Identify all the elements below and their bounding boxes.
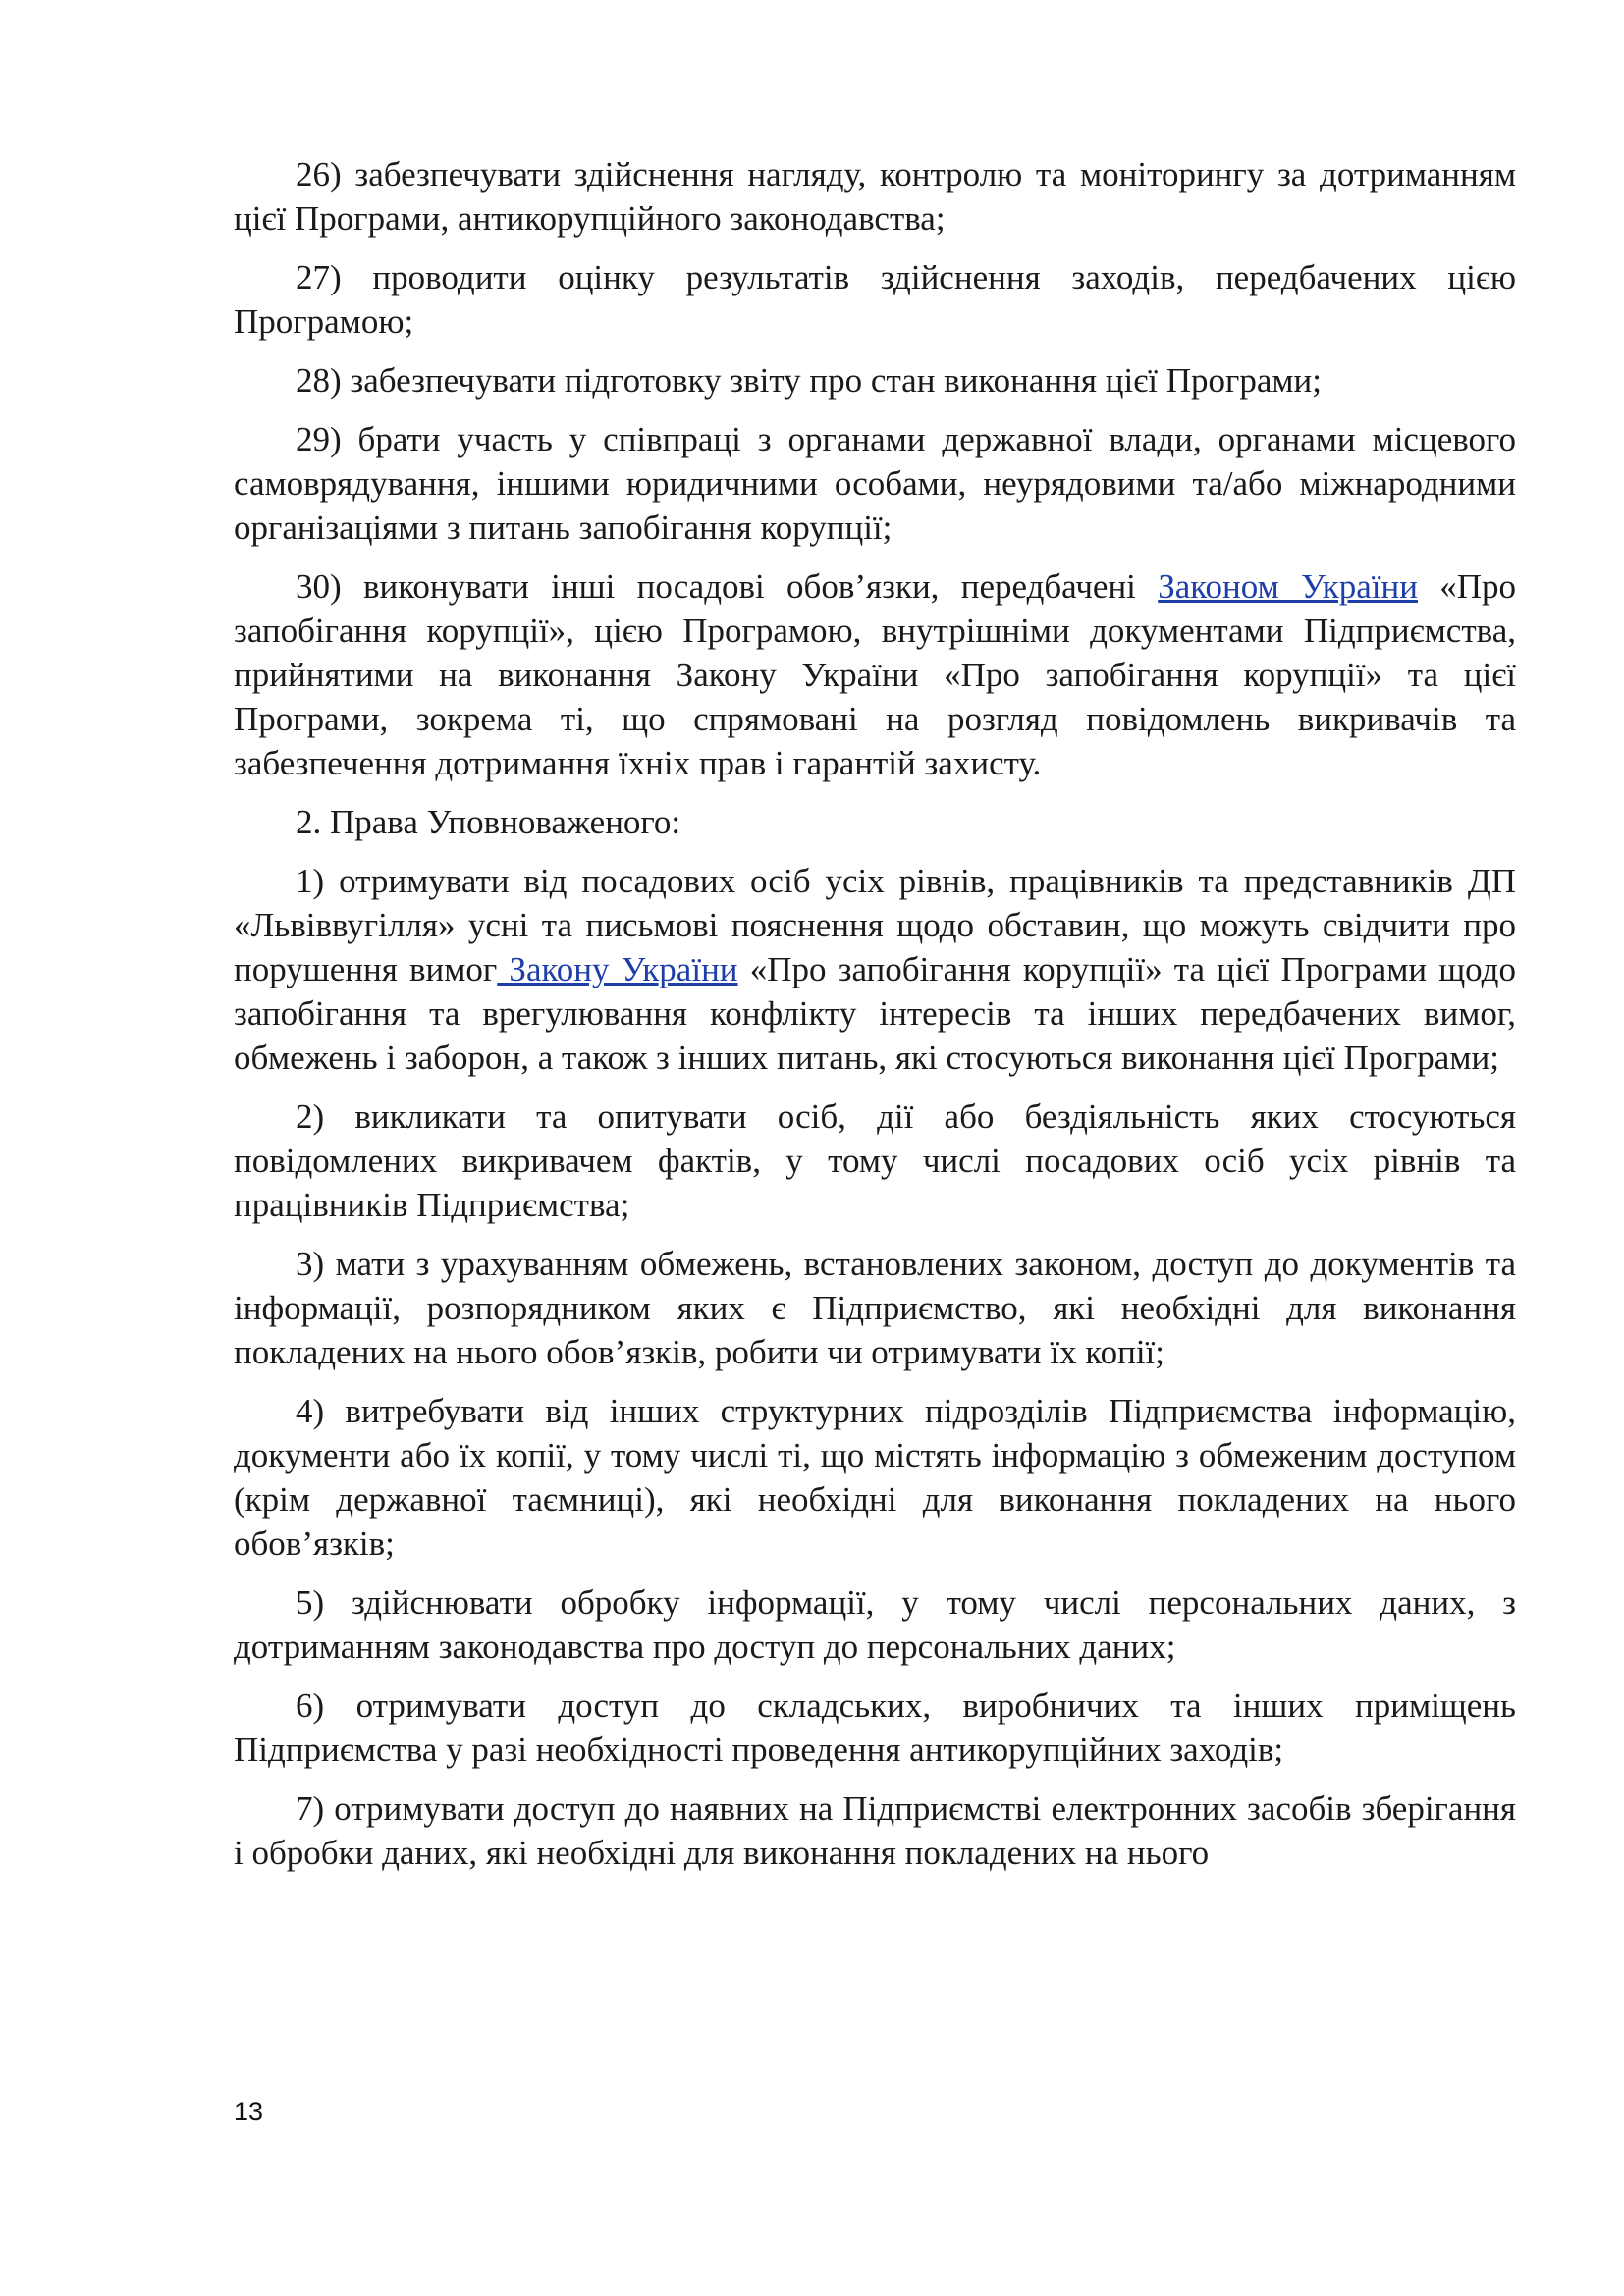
page-number: 13 [234, 2097, 264, 2126]
paragraph [234, 1242, 1516, 1374]
paragraph-text: 27) проводити оцінку результатів здійснення заходів, передбачених цією Програмою; [234, 258, 1516, 341]
law-link[interactable]: Закону України [497, 950, 738, 988]
paragraph-text: 1) отримувати від посадових осіб усіх рівнів, працівників та представників ДП «Львіввугілля» усні та письмові пояснення щодо обставин, що можуть свідчити про порушення вимог [234, 862, 1516, 988]
paragraph [234, 1683, 1516, 1772]
paragraph-text: 30) виконувати інші посадові обов’язки, передбачені [296, 567, 1159, 606]
paragraph [234, 1580, 1516, 1669]
paragraph [234, 564, 1516, 785]
paragraph-text: «Про запобігання корупції» та цієї Програми щодо запобігання та врегулювання конфлікту інтересів та інших передбачених вимог, обмежень і заборон, а також з інших питань, які стосуються виконання цієї Програми; [234, 950, 1516, 1077]
paragraph-text: 6) отримувати доступ до складських, виробничих та інших приміщень Підприємства у разі необхідності проведення антикорупційних заходів; [234, 1686, 1516, 1769]
law-link[interactable]: Законом України [1158, 567, 1418, 606]
document-body [234, 152, 1516, 1890]
paragraph [234, 800, 1516, 844]
paragraph-text: «Про запобігання корупції», цією Програмою, внутрішніми документами Підприємства, прийнятими на виконання Закону України «Про запобігання корупції» та цієї Програми, зокрема ті, що спрямовані на розгляд повідомлень викривачів та забезпечення дотримання їхніх прав і гарантій захисту. [234, 567, 1517, 782]
paragraph [234, 255, 1516, 344]
paragraph-text: 7) отримувати доступ до наявних на Підприємстві електронних засобів зберігання і обробки даних, які необхідні для виконання покладених на нього [234, 1789, 1516, 1872]
paragraph-text: 26) забезпечувати здійснення нагляду, контролю та моніторингу за дотриманням цієї Програми, антикорупційного законодавства; [234, 155, 1516, 238]
paragraph-text: 29) брати участь у співпраці з органами державної влади, органами місцевого самоврядування, іншими юридичними особами, неурядовими та/або міжнародними організаціями з питань запобігання корупції; [234, 420, 1516, 547]
paragraph-text: 2. Права Уповноваженого: [296, 803, 681, 841]
paragraph-text: 28) забезпечувати підготовку звіту про стан виконання цієї Програми; [296, 361, 1322, 400]
paragraph [234, 358, 1516, 402]
paragraph [234, 1787, 1516, 1875]
paragraph [234, 152, 1516, 240]
paragraph-text: 3) мати з урахуванням обмежень, встановлених законом, доступ до документів та інформації, розпорядником яких є Підприємство, які необхідні для виконання покладених на нього обов’язків, робити чи отримувати їх копії; [234, 1245, 1516, 1371]
paragraph [234, 859, 1516, 1080]
paragraph-text: 4) витребувати від інших структурних підрозділів Підприємства інформацію, документи або їх копії, у тому числі ті, що містять інформацію з обмеженим доступом (крім державної таємниці), які необхідні для виконання покладених на нього обов’язків; [234, 1392, 1516, 1563]
paragraph [234, 1389, 1516, 1566]
paragraph [234, 1095, 1516, 1227]
paragraph-text: 5) здійснювати обробку інформації, у тому числі персональних даних, з дотриманням законодавства про доступ до персональних даних; [234, 1583, 1516, 1666]
paragraph [234, 417, 1516, 550]
paragraph-text: 2) викликати та опитувати осіб, дії або бездіяльність яких стосуються повідомлених викривачем фактів, у тому числі посадових осіб усіх рівнів та працівників Підприємства; [234, 1097, 1516, 1224]
